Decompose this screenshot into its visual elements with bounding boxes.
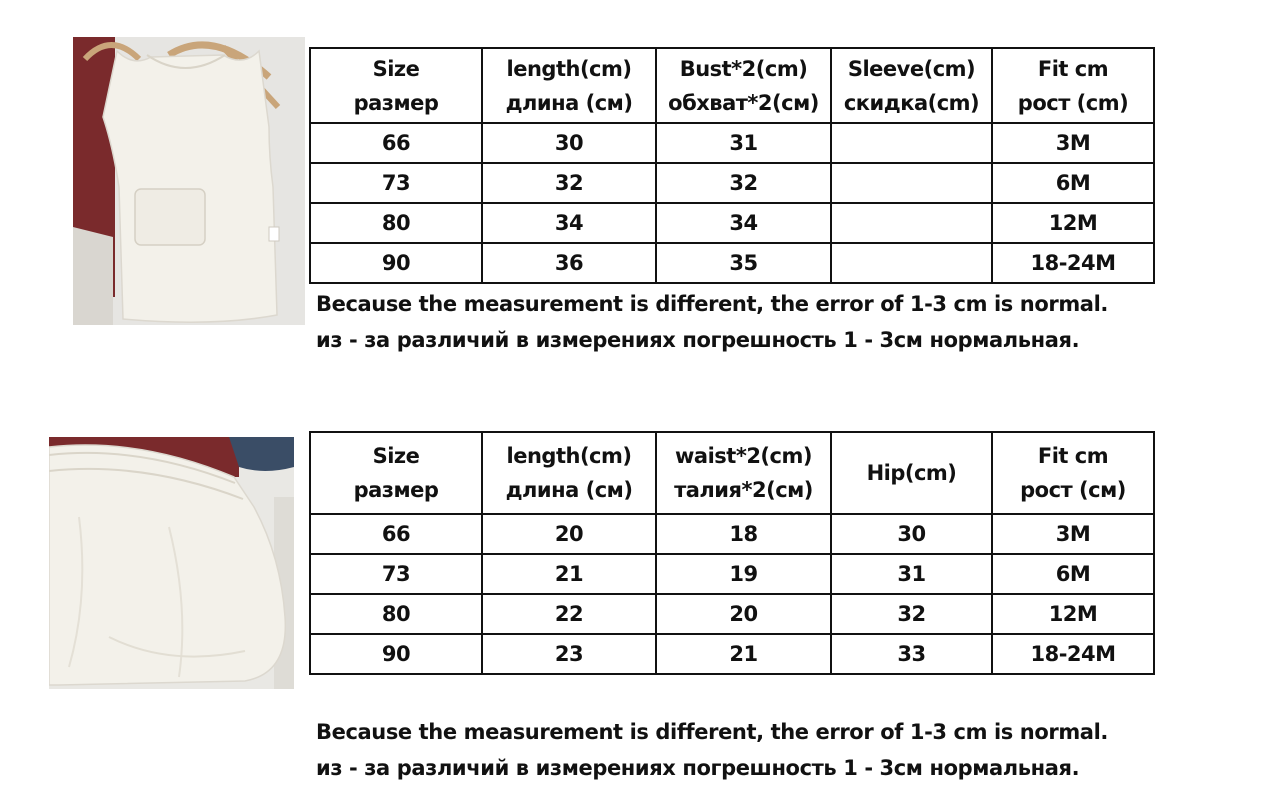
cell-fit: 6M <box>992 163 1154 203</box>
header-cell-hip: Hip(cm) <box>831 432 992 514</box>
cell-fit: 3M <box>992 514 1154 554</box>
cell-fit: 12M <box>992 203 1154 243</box>
note-english: Because the measurement is different, the error of 1-3 cm is normal. <box>316 292 1108 316</box>
cell-waist: 21 <box>656 634 831 674</box>
table-row <box>310 554 1154 594</box>
header-cell-size: Size размер <box>310 432 482 514</box>
top-size-table <box>309 47 1155 284</box>
measurement-note <box>316 286 1108 358</box>
note-english: Because the measurement is different, the error of 1-3 cm is normal. <box>316 720 1108 744</box>
table-row <box>310 634 1154 674</box>
vest-photo <box>73 37 305 325</box>
bottom-size-table <box>309 431 1155 675</box>
cell-size: 66 <box>310 514 482 554</box>
cell-hip: 33 <box>831 634 992 674</box>
note-russian: из - за различий в измерениях погрешность 1 - 3см нормальная. <box>316 756 1080 780</box>
cell-bust: 35 <box>656 243 831 283</box>
cell-size: 73 <box>310 554 482 594</box>
cell-sleeve <box>831 123 992 163</box>
table-header-row <box>310 48 1154 123</box>
cell-hip: 31 <box>831 554 992 594</box>
table-header-row <box>310 432 1154 514</box>
cell-length: 23 <box>482 634 656 674</box>
cell-length: 36 <box>482 243 656 283</box>
cell-length: 30 <box>482 123 656 163</box>
cell-length: 20 <box>482 514 656 554</box>
header-cell-fit: Fit cm рост (cm) <box>992 48 1154 123</box>
cell-size: 80 <box>310 594 482 634</box>
cell-hip: 30 <box>831 514 992 554</box>
header-cell-length: length(cm) длина (см) <box>482 48 656 123</box>
cell-fit: 6M <box>992 554 1154 594</box>
header-cell-length: length(cm) длина (см) <box>482 432 656 514</box>
cell-waist: 18 <box>656 514 831 554</box>
cell-sleeve <box>831 163 992 203</box>
cell-bust: 34 <box>656 203 831 243</box>
cell-bust: 31 <box>656 123 831 163</box>
header-cell-bust: Bust*2(cm) обхват*2(см) <box>656 48 831 123</box>
table-row <box>310 243 1154 283</box>
note-russian: из - за различий в измерениях погрешность 1 - 3см нормальная. <box>316 328 1080 352</box>
cell-size: 66 <box>310 123 482 163</box>
table-row <box>310 514 1154 554</box>
cell-fit: 3M <box>992 123 1154 163</box>
cell-size: 90 <box>310 634 482 674</box>
shorts-photo <box>49 437 294 689</box>
header-cell-waist: waist*2(cm) талия*2(см) <box>656 432 831 514</box>
cell-length: 22 <box>482 594 656 634</box>
cell-length: 34 <box>482 203 656 243</box>
measurement-note <box>316 714 1108 786</box>
cell-waist: 20 <box>656 594 831 634</box>
table-row <box>310 163 1154 203</box>
header-cell-sleeve: Sleeve(cm) скидка(cm) <box>831 48 992 123</box>
cell-sleeve <box>831 243 992 283</box>
cell-length: 21 <box>482 554 656 594</box>
cell-hip: 32 <box>831 594 992 634</box>
cell-fit: 18-24M <box>992 634 1154 674</box>
header-cell-size: Size размер <box>310 48 482 123</box>
cell-size: 73 <box>310 163 482 203</box>
cell-length: 32 <box>482 163 656 203</box>
cell-size: 80 <box>310 203 482 243</box>
cell-fit: 18-24M <box>992 243 1154 283</box>
cell-waist: 19 <box>656 554 831 594</box>
cell-fit: 12M <box>992 594 1154 634</box>
table-row <box>310 594 1154 634</box>
header-cell-fit: Fit cm рост (см) <box>992 432 1154 514</box>
table-row <box>310 123 1154 163</box>
cell-sleeve <box>831 203 992 243</box>
table-row <box>310 203 1154 243</box>
cell-size: 90 <box>310 243 482 283</box>
cell-bust: 32 <box>656 163 831 203</box>
